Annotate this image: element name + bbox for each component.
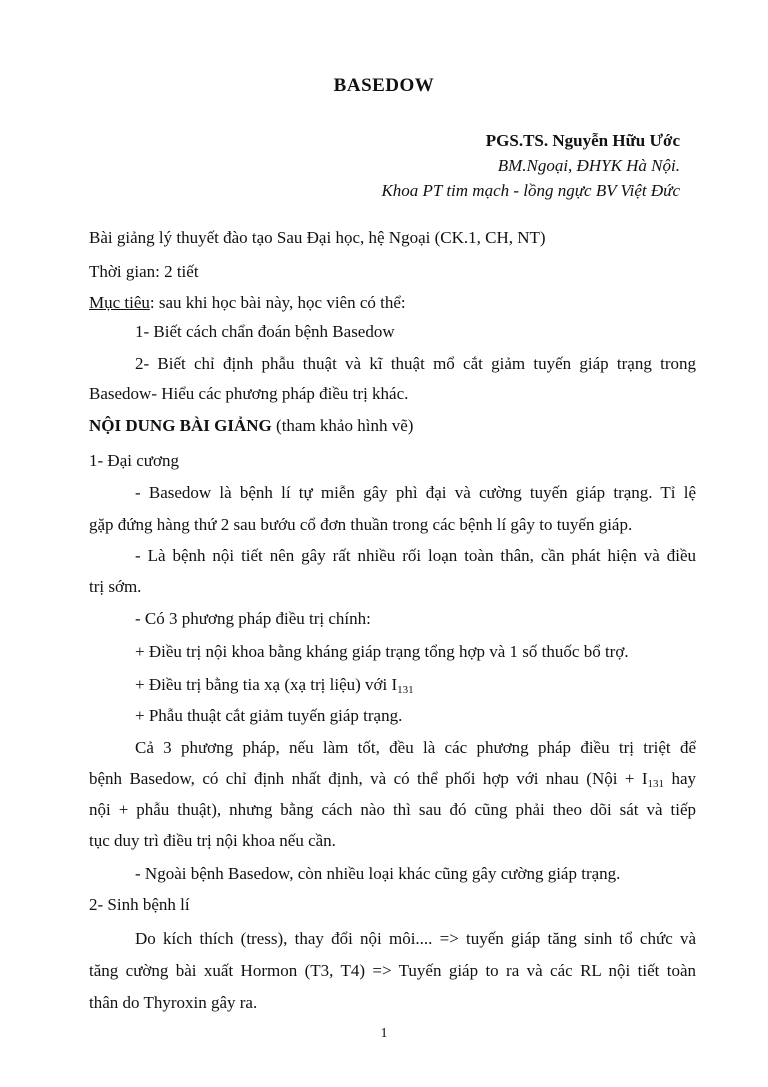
- p4-line-2-tail: hay: [664, 769, 696, 788]
- objective-label: Mục tiêu: [89, 293, 150, 312]
- course-line: Bài giảng lý thuyết đào tạo Sau Đại học, hệ Ngoại (CK.1, CH, NT): [89, 228, 546, 247]
- content-heading-note: (tham khảo hình vẽ): [271, 416, 414, 435]
- section-1-p5: - Ngoài bệnh Basedow, còn nhiều loại khác cũng gây cường giáp trạng.: [135, 864, 621, 883]
- section-1-p4-line-1: Cả 3 phương pháp, nếu làm tốt, đều là các phương pháp điều trị triệt để: [135, 738, 696, 757]
- method-2-text: + Điều trị bằng tia xạ (xạ trị liệu) với I: [135, 675, 398, 694]
- section-1-p3: - Có 3 phương pháp điều trị chính:: [135, 609, 371, 628]
- p4-line-2-text: bệnh Basedow, có chỉ định nhất định, và có thể phối hợp với nhau (Nội + I: [89, 769, 648, 788]
- section-1-p1-line-1: - Basedow là bệnh lí tự miễn gây phì đại và cường tuyến giáp trạng. Tỉ lệ: [135, 483, 696, 502]
- author-affiliation: Khoa PT tim mạch - lồng ngực BV Việt Đức: [381, 181, 680, 200]
- section-2-p1-line-3: thân do Thyroxin gây ra.: [89, 993, 258, 1012]
- section-2-heading: 2- Sinh bệnh lí: [89, 895, 190, 914]
- objective-line: [89, 293, 696, 313]
- content-heading-bold: NỘI DUNG BÀI GIẢNG: [89, 416, 272, 435]
- p4-line-2-subscript: 131: [647, 778, 665, 790]
- author-name: PGS.TS. Nguyễn Hữu Ước: [485, 131, 680, 150]
- section-1-p4-line-2: [89, 769, 696, 789]
- objective-2-line-2: Basedow- Hiểu các phương pháp điều trị khác.: [89, 384, 409, 403]
- objective-text: : sau khi học bài này, học viên có thể:: [149, 293, 406, 312]
- document-title: BASEDOW: [333, 75, 435, 96]
- section-2-p1-line-2: tăng cường bài xuất Hormon (T3, T4) => Tuyến giáp to ra và các RL nội tiết toàn: [89, 961, 696, 980]
- section-1-heading: 1- Đại cương: [89, 451, 179, 470]
- section-1-p2-line-1: - Là bệnh nội tiết nên gây rất nhiều rối loạn toàn thân, cần phát hiện và điều: [135, 546, 696, 565]
- author-department: BM.Ngoại, ĐHYK Hà Nội.: [497, 156, 680, 175]
- method-2: [135, 675, 696, 695]
- time-line: Thời gian: 2 tiết: [89, 262, 199, 281]
- method-3: + Phẫu thuật cắt giảm tuyến giáp trạng.: [135, 706, 403, 725]
- section-1-p4-line-4: tục duy trì điều trị nội khoa nếu cần.: [89, 831, 336, 850]
- objective-2-line-1: 2- Biết chỉ định phẫu thuật và kĩ thuật mổ cắt giảm tuyến giáp trạng trong: [135, 354, 696, 373]
- content-heading: [89, 416, 696, 436]
- section-1-p2-line-2: trị sớm.: [89, 577, 142, 596]
- method-1: + Điều trị nội khoa bằng kháng giáp trạng tổng hợp và 1 số thuốc bổ trợ.: [135, 642, 629, 661]
- objective-1: 1- Biết cách chẩn đoán bệnh Basedow: [135, 322, 395, 341]
- section-1-p1-line-2: gặp đứng hàng thứ 2 sau bướu cổ đơn thuần trong các bệnh lí gây to tuyến giáp.: [89, 515, 633, 534]
- section-2-p1-line-1: Do kích thích (tress), thay đổi nội môi.... => tuyến giáp tăng sinh tổ chức và: [135, 929, 696, 948]
- method-2-subscript: 131: [397, 684, 414, 696]
- section-1-p4-line-3: nội + phẫu thuật), nhưng bằng cách nào thì sau đó cũng phải theo dõi sát và tiếp: [89, 800, 696, 819]
- page-number: 1: [380, 1026, 388, 1041]
